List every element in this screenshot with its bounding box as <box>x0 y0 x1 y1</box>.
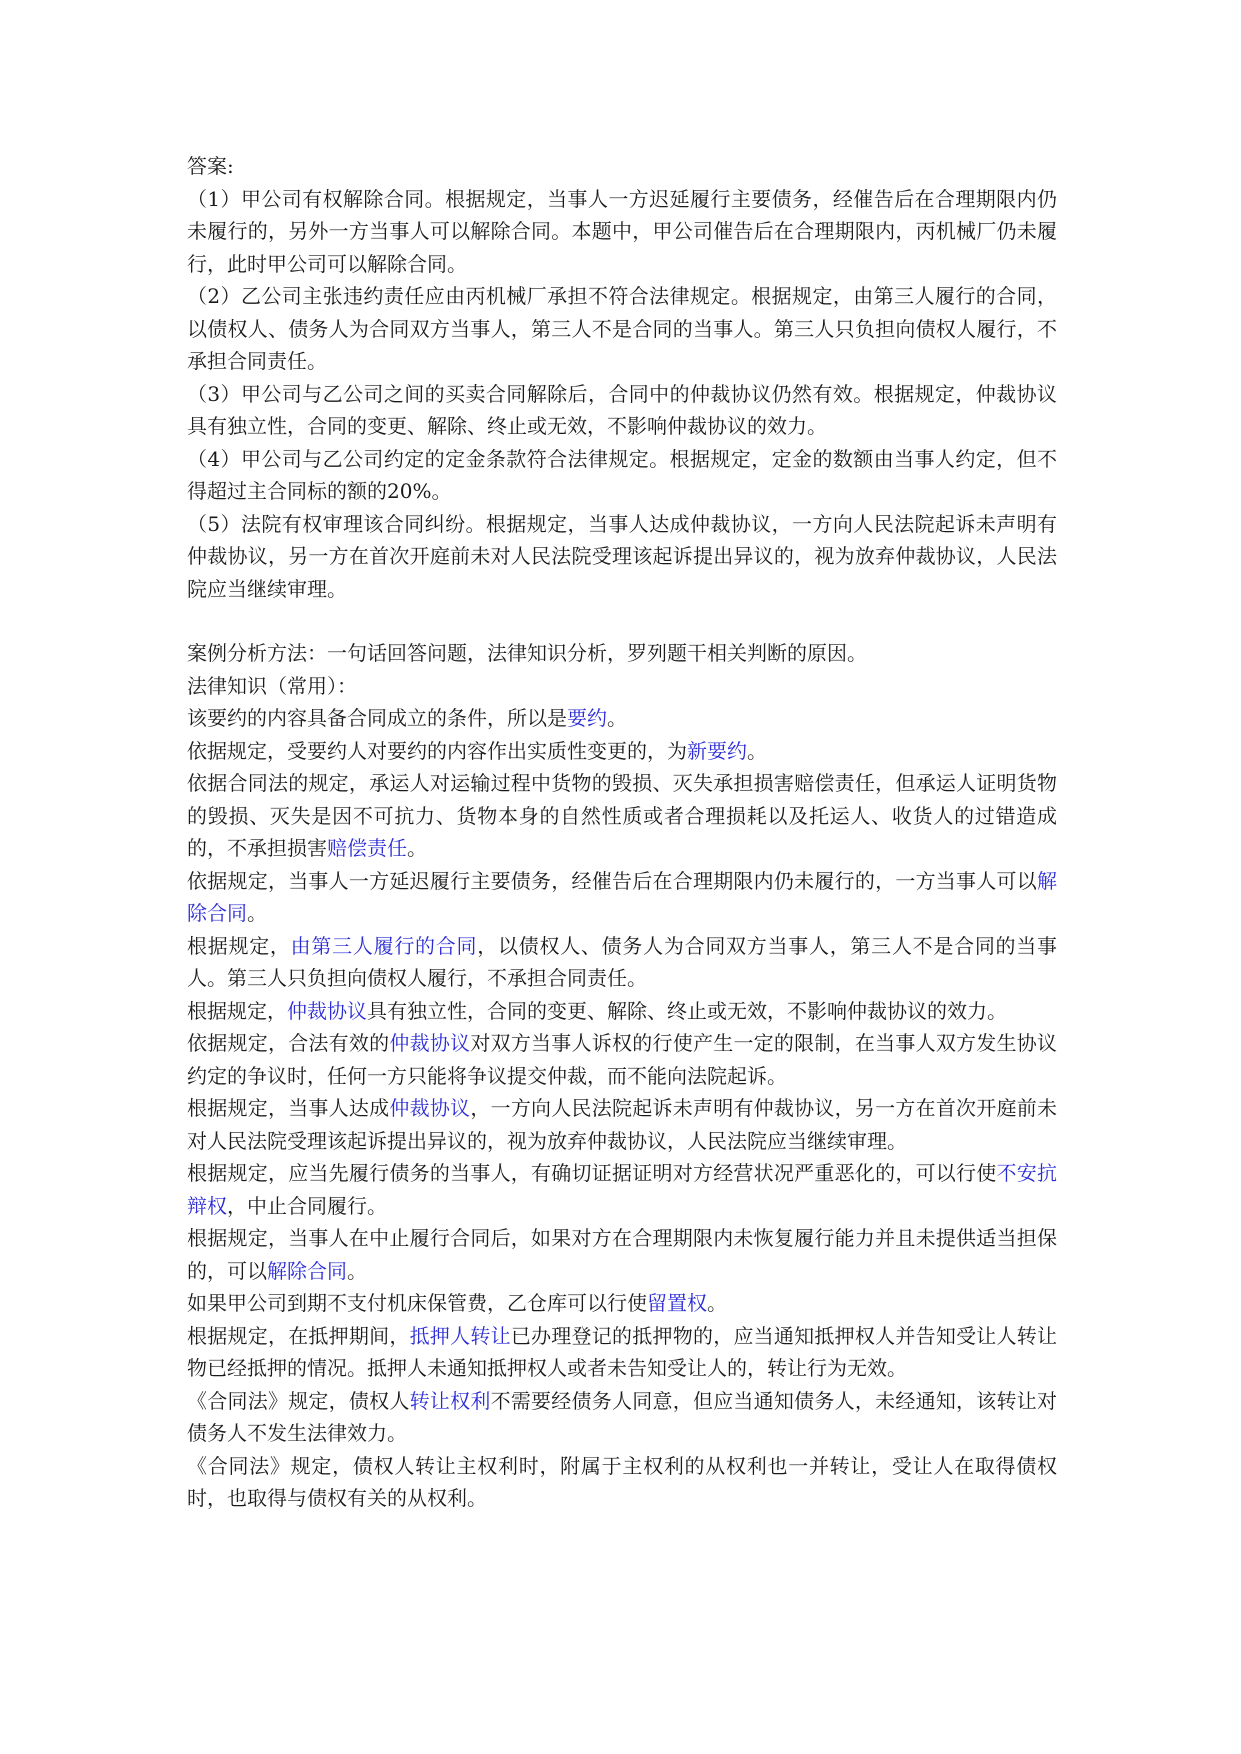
knowledge-item-8 <box>187 1092 1057 1157</box>
knowledge-text-before: 《合同法》规定，债权人 <box>187 1388 410 1413</box>
method-line: 案例分析方法：一句话回答问题，法律知识分析，罗列题干相关判断的原因。 <box>187 641 867 665</box>
knowledge-title: 法律知识（常用）： <box>187 673 357 698</box>
knowledge-text-before: 如果甲公司到期不支付机床保管费，乙仓库可以行使 <box>187 1291 647 1315</box>
keyword-link[interactable]: 仲裁协议 <box>389 1031 471 1055</box>
answer-item-5: （5）法院有权审理该合同纠纷。根据规定，当事人达成仲裁协议，一方向人民法院起诉未声明有仲裁协议，另一方在首次开庭前未对人民法院受理该起诉提出异议的，视为放弃仲裁协议，人民法院应当继续审理。 <box>187 511 1057 601</box>
knowledge-item-5 <box>187 930 1057 995</box>
keyword-link[interactable]: 仲裁协议 <box>389 1096 471 1120</box>
knowledge-item-7 <box>187 1027 1057 1092</box>
knowledge-text-before: 根据规定， <box>187 998 287 1023</box>
knowledge-text-after: 不需要经债务人同意，但应当通知债务人，未经通知，该转让对债务人不发生法律效力。 <box>187 1388 1058 1445</box>
knowledge-text-after: 。 <box>747 738 767 763</box>
knowledge-text-after: 对双方当事人诉权的行使产生一定的限制，在当事人双方发生协议约定的争议时，任何一方只能将争议提交仲裁，而不能向法院起诉。 <box>187 1031 1058 1088</box>
knowledge-text-before: 依据规定，受要约人对要约的内容作出实质性变更的，为 <box>187 738 687 763</box>
knowledge-text-before: 《合同法》规定，债权人转让主权利时，附属于主权利的从权利也一并转让，受让人在取得债权时，也取得与债权有关的从权利。 <box>187 1453 1057 1510</box>
knowledge-text-before: 依据规定，合法有效的 <box>187 1031 390 1055</box>
knowledge-item-6 <box>187 995 1057 1028</box>
knowledge-text-after: ，一方向人民法院起诉未声明有仲裁协议，另一方在首次开庭前未对人民法院受理该起诉提出异议的，视为放弃仲裁协议，人民法院应当继续审理。 <box>187 1096 1058 1153</box>
keyword-link[interactable]: 留置权 <box>647 1291 707 1315</box>
knowledge-text-before: 根据规定，当事人在中止履行合同后，如果对方在合理期限内未恢复履行能力并且未提供适当担保的，可以 <box>187 1226 1057 1283</box>
knowledge-item-13 <box>187 1385 1057 1450</box>
keyword-link[interactable]: 转让权利 <box>409 1388 491 1413</box>
knowledge-text-after: 已办理登记的抵押物的，应当通知抵押权人并告知受让人转让物已经抵押的情况。抵押人未通知抵押权人或者未告知受让人的，转让行为无效。 <box>187 1323 1058 1380</box>
knowledge-text-before: 根据规定， <box>187 933 291 958</box>
knowledge-text-after: ，中止合同履行。 <box>227 1193 387 1218</box>
keyword-link[interactable]: 赔偿责任 <box>327 836 407 860</box>
keyword-link[interactable]: 抵押人转让 <box>409 1323 511 1348</box>
knowledge-item-2 <box>187 735 1057 768</box>
knowledge-text-before: 该要约的内容具备合同成立的条件，所以是 <box>187 706 567 730</box>
document-body <box>187 150 1057 1515</box>
knowledge-item-3 <box>187 767 1057 865</box>
knowledge-text-after: ，以债权人、债务人为合同双方当事人，第三人不是合同的当事人。第三人只负担向债权人履行，不承担合同责任。 <box>187 933 1058 990</box>
answer-item-4: （4）甲公司与乙公司约定的定金条款符合法律规定。根据规定，定金的数额由当事人约定，但不得超过主合同标的额的20%。 <box>187 446 1057 503</box>
keyword-link[interactable]: 新要约 <box>687 738 747 763</box>
knowledge-text-before: 根据规定，在抵押期间， <box>187 1323 410 1348</box>
knowledge-text-before: 根据规定，当事人达成 <box>187 1096 390 1120</box>
knowledge-item-10 <box>187 1222 1057 1287</box>
knowledge-text-after: 。 <box>247 901 267 925</box>
keyword-link[interactable]: 解除合同 <box>187 868 1057 925</box>
knowledge-item-14 <box>187 1450 1057 1515</box>
answer-item-2: （2）乙公司主张违约责任应由丙机械厂承担不符合法律规定。根据规定，由第三人履行的合同，以债权人、债务人为合同双方当事人，第三人不是合同的当事人。第三人只负担向债权人履行，不承担合同责任。 <box>187 284 1057 373</box>
knowledge-item-12 <box>187 1320 1057 1385</box>
keyword-link[interactable]: 仲裁协议 <box>287 998 367 1023</box>
knowledge-text-after: 具有独立性，合同的变更、解除、终止或无效，不影响仲裁协议的效力。 <box>367 998 1007 1023</box>
keyword-link[interactable]: 要约 <box>567 706 607 730</box>
knowledge-text-after: 。 <box>347 1258 367 1283</box>
answer-item-1: （1）甲公司有权解除合同。根据规定，当事人一方迟延履行主要债务，经催告后在合理期限内仍未履行的，另外一方当事人可以解除合同。本题中，甲公司催告后在合理期限内，丙机械厂仍未履行，此时甲公司可以解除合同。 <box>187 186 1057 276</box>
section-spacer <box>187 605 1057 637</box>
answer-item-3: （3）甲公司与乙公司之间的买卖合同解除后，合同中的仲裁协议仍然有效。根据规定，仲裁协议具有独立性，合同的变更、解除、终止或无效，不影响仲裁协议的效力。 <box>187 381 1057 438</box>
knowledge-text-after: 。 <box>707 1291 727 1315</box>
knowledge-item-9 <box>187 1157 1057 1222</box>
knowledge-text-after: 。 <box>607 706 627 730</box>
keyword-link[interactable]: 解除合同 <box>267 1258 347 1283</box>
keyword-link[interactable]: 由第三人履行的合同 <box>290 933 478 958</box>
knowledge-item-4 <box>187 865 1057 930</box>
knowledge-text-before: 根据规定，应当先履行债务的当事人，有确切证据证明对方经营状况严重恶化的，可以行使 <box>187 1161 997 1185</box>
knowledge-text-before: 依据规定，当事人一方延迟履行主要债务，经催告后在合理期限内仍未履行的，一方当事人可以 <box>187 868 1037 893</box>
answer-header: 答案: <box>187 154 234 178</box>
keyword-link[interactable]: 不安抗辩权 <box>187 1161 1058 1218</box>
knowledge-text-after: 。 <box>407 836 427 860</box>
knowledge-item-11 <box>187 1287 1057 1320</box>
knowledge-item-1 <box>187 702 1057 735</box>
knowledge-text-before: 依据合同法的规定，承运人对运输过程中货物的毁损、灭失承担损害赔偿责任，但承运人证明货物的毁损、灭失是因不可抗力、货物本身的自然性质或者合理损耗以及托运人、收货人的过错造成的，不承担损害 <box>187 771 1057 860</box>
